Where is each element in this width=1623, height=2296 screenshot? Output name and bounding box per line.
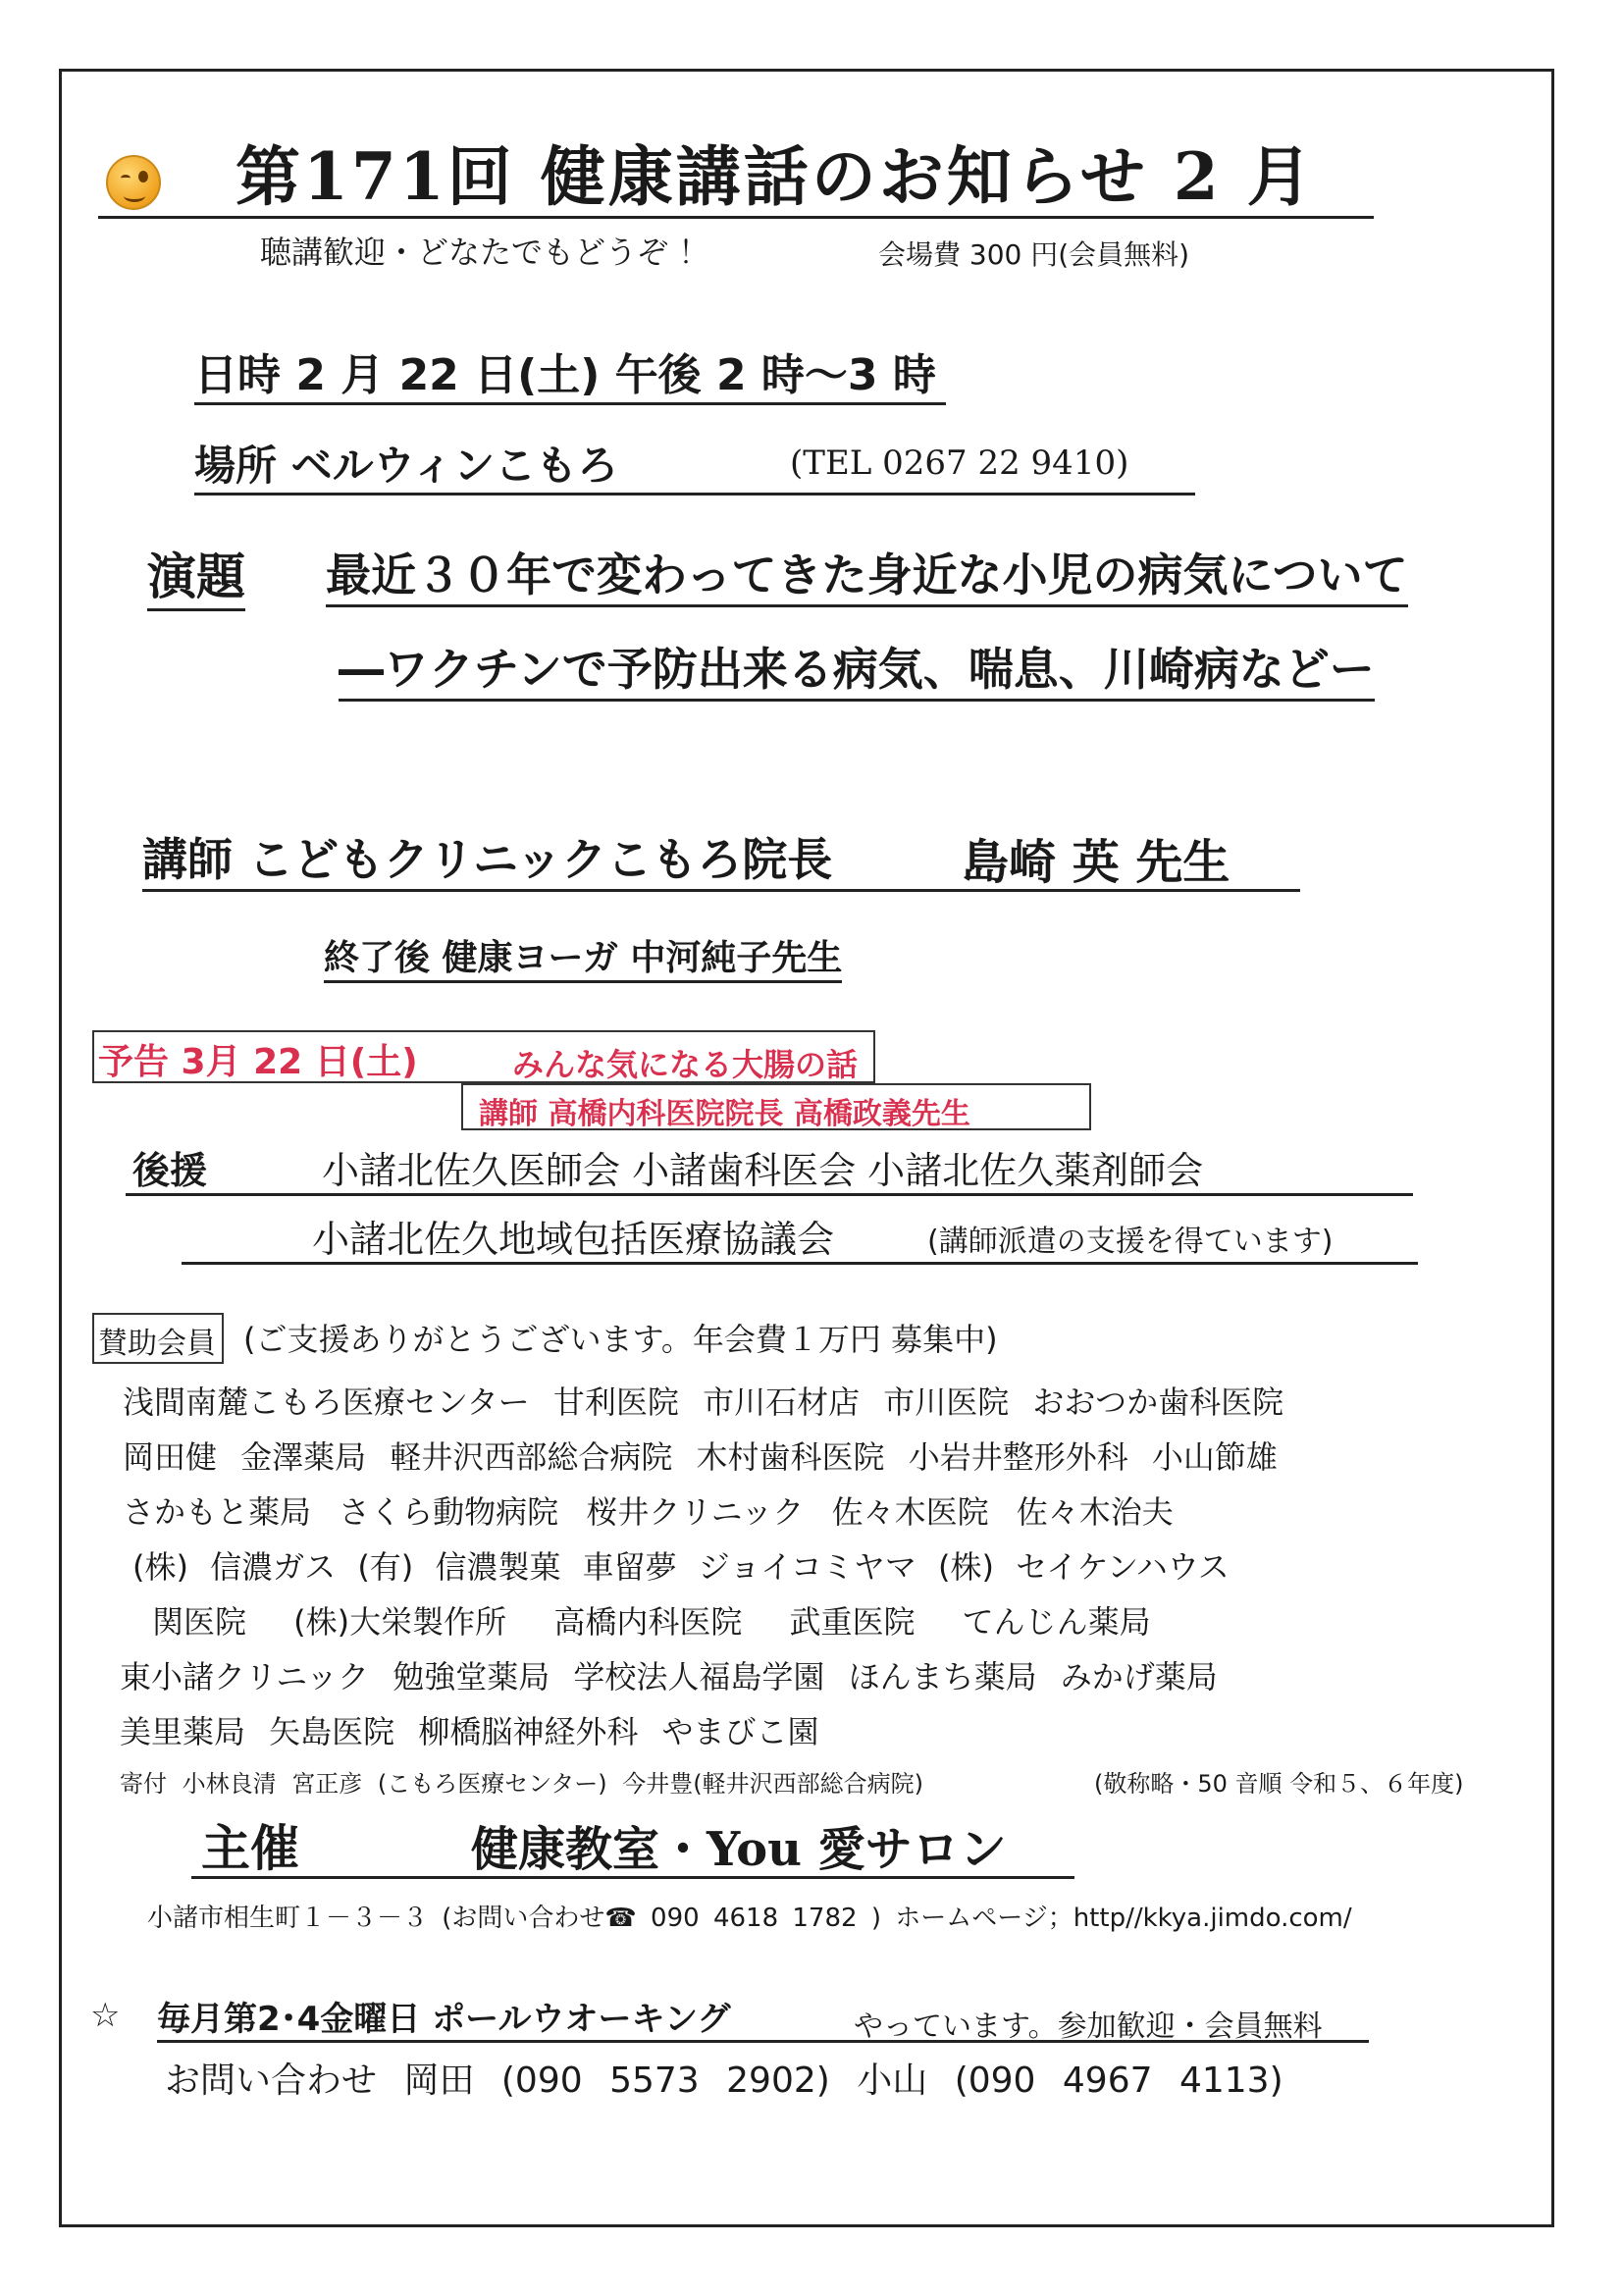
after-program: 終了後 健康ヨーガ 中河純子先生 bbox=[324, 930, 842, 983]
walking-contact: お問い合わせ 岡田 (090 5573 2902) 小山 (090 4967 4113) bbox=[165, 2061, 1283, 2101]
support-orgs: 小諸北佐久医師会 小諸歯科医会 小諸北佐久薬剤師会 bbox=[322, 1149, 1204, 1192]
preview-lecturer: 講師 高橋内科医院院長 高橋政義先生 bbox=[479, 1097, 970, 1131]
member-row-2: 岡田健 金澤薬局 軽井沢西部総合病院 木村歯科医院 小岩井整形外科 小山節雄 bbox=[123, 1438, 1278, 1476]
member-row-7: 美里薬局 矢島医院 柳橋脳神経外科 やまびこ園 bbox=[120, 1713, 819, 1750]
organizer-address: 小諸市相生町１－３－３ (お問い合わせ☎ 090 4618 1782 ) ホームページ；http//kkya.jimdo.com/ bbox=[147, 1904, 1352, 1933]
preview-date: 予告 3月 22 日(土) bbox=[98, 1042, 418, 1082]
member-row-6: 東小諸クリニック 勉強堂薬局 学校法人福島学園 ほんまち薬局 みかげ薬局 bbox=[120, 1658, 1218, 1696]
organizer-label: 主催 bbox=[201, 1820, 299, 1877]
support-label: 後援 bbox=[132, 1149, 208, 1192]
preview-title: みんな気になる大腸の話 bbox=[512, 1046, 859, 1083]
lecturer: 講師 こどもクリニックこもろ院長 bbox=[142, 824, 1300, 892]
topic-title: 最近３０年で変わってきた身近な小児の病気について bbox=[326, 540, 1408, 607]
topic-label: 演題 bbox=[147, 538, 245, 611]
organizer-name: 健康教室・You 愛サロン bbox=[471, 1822, 1007, 1877]
walking-title: 毎月第2･4金曜日 ポールウオーキング bbox=[157, 1992, 1369, 2043]
donation: 寄付 小林良清 宮正彦 (こもろ医療センター) 今井豊(軽井沢西部総合病院) bbox=[120, 1770, 924, 1798]
fee-text: 会場費 300 円(会員無料) bbox=[878, 238, 1190, 271]
topic-subtitle: ―ワクチンで予防出来る病気、喘息、川崎病などー bbox=[339, 634, 1375, 702]
walking-note: やっています。参加歓迎・会員無料 bbox=[854, 2009, 1323, 2044]
lecturer-name: 島崎 英 先生 bbox=[962, 835, 1230, 890]
donation-note: (敬称略・50 音順 令和５、６年度) bbox=[1094, 1770, 1464, 1798]
members-label: 賛助会員 bbox=[98, 1327, 216, 1361]
member-row-4: (株) 信濃ガス (有) 信濃製菓 車留夢 ジョイコミヤマ (株) セイケンハウス bbox=[132, 1548, 1230, 1586]
support-org2: 小諸北佐久地域包括医療協議会 bbox=[312, 1218, 835, 1261]
welcome-text: 聴講歓迎・どなたでもどうぞ ！ bbox=[260, 234, 710, 271]
members-note: (ご支援ありがとうございます。年会費１万円 募集中) bbox=[243, 1321, 998, 1358]
event-tel: (TEL 0267 22 9410) bbox=[790, 444, 1129, 483]
member-row-3: さかもと薬局 さくら動物病院 桜井クリニック 佐々木医院 佐々木治夫 bbox=[123, 1493, 1174, 1531]
page-title: 第171回 健康講話のお知らせ 2 月 bbox=[98, 137, 1374, 219]
support-org2-note: (講師派遣の支援を得ています) bbox=[927, 1225, 1334, 1259]
event-datetime: 日時 2 月 22 日(土) 午後 2 時～3 時 bbox=[194, 339, 946, 405]
member-row-5: 関医院 (株)大栄製作所 高橋内科医院 武重医院 てんじん薬局 bbox=[152, 1603, 1151, 1641]
star-icon: ☆ bbox=[90, 1996, 121, 2035]
event-place: 場所 ベルウィンこもろ bbox=[194, 434, 1195, 496]
member-row-1: 浅間南麓こもろ医療センター 甘利医院 市川石材店 市川医院 おおつか歯科医院 bbox=[123, 1383, 1284, 1421]
